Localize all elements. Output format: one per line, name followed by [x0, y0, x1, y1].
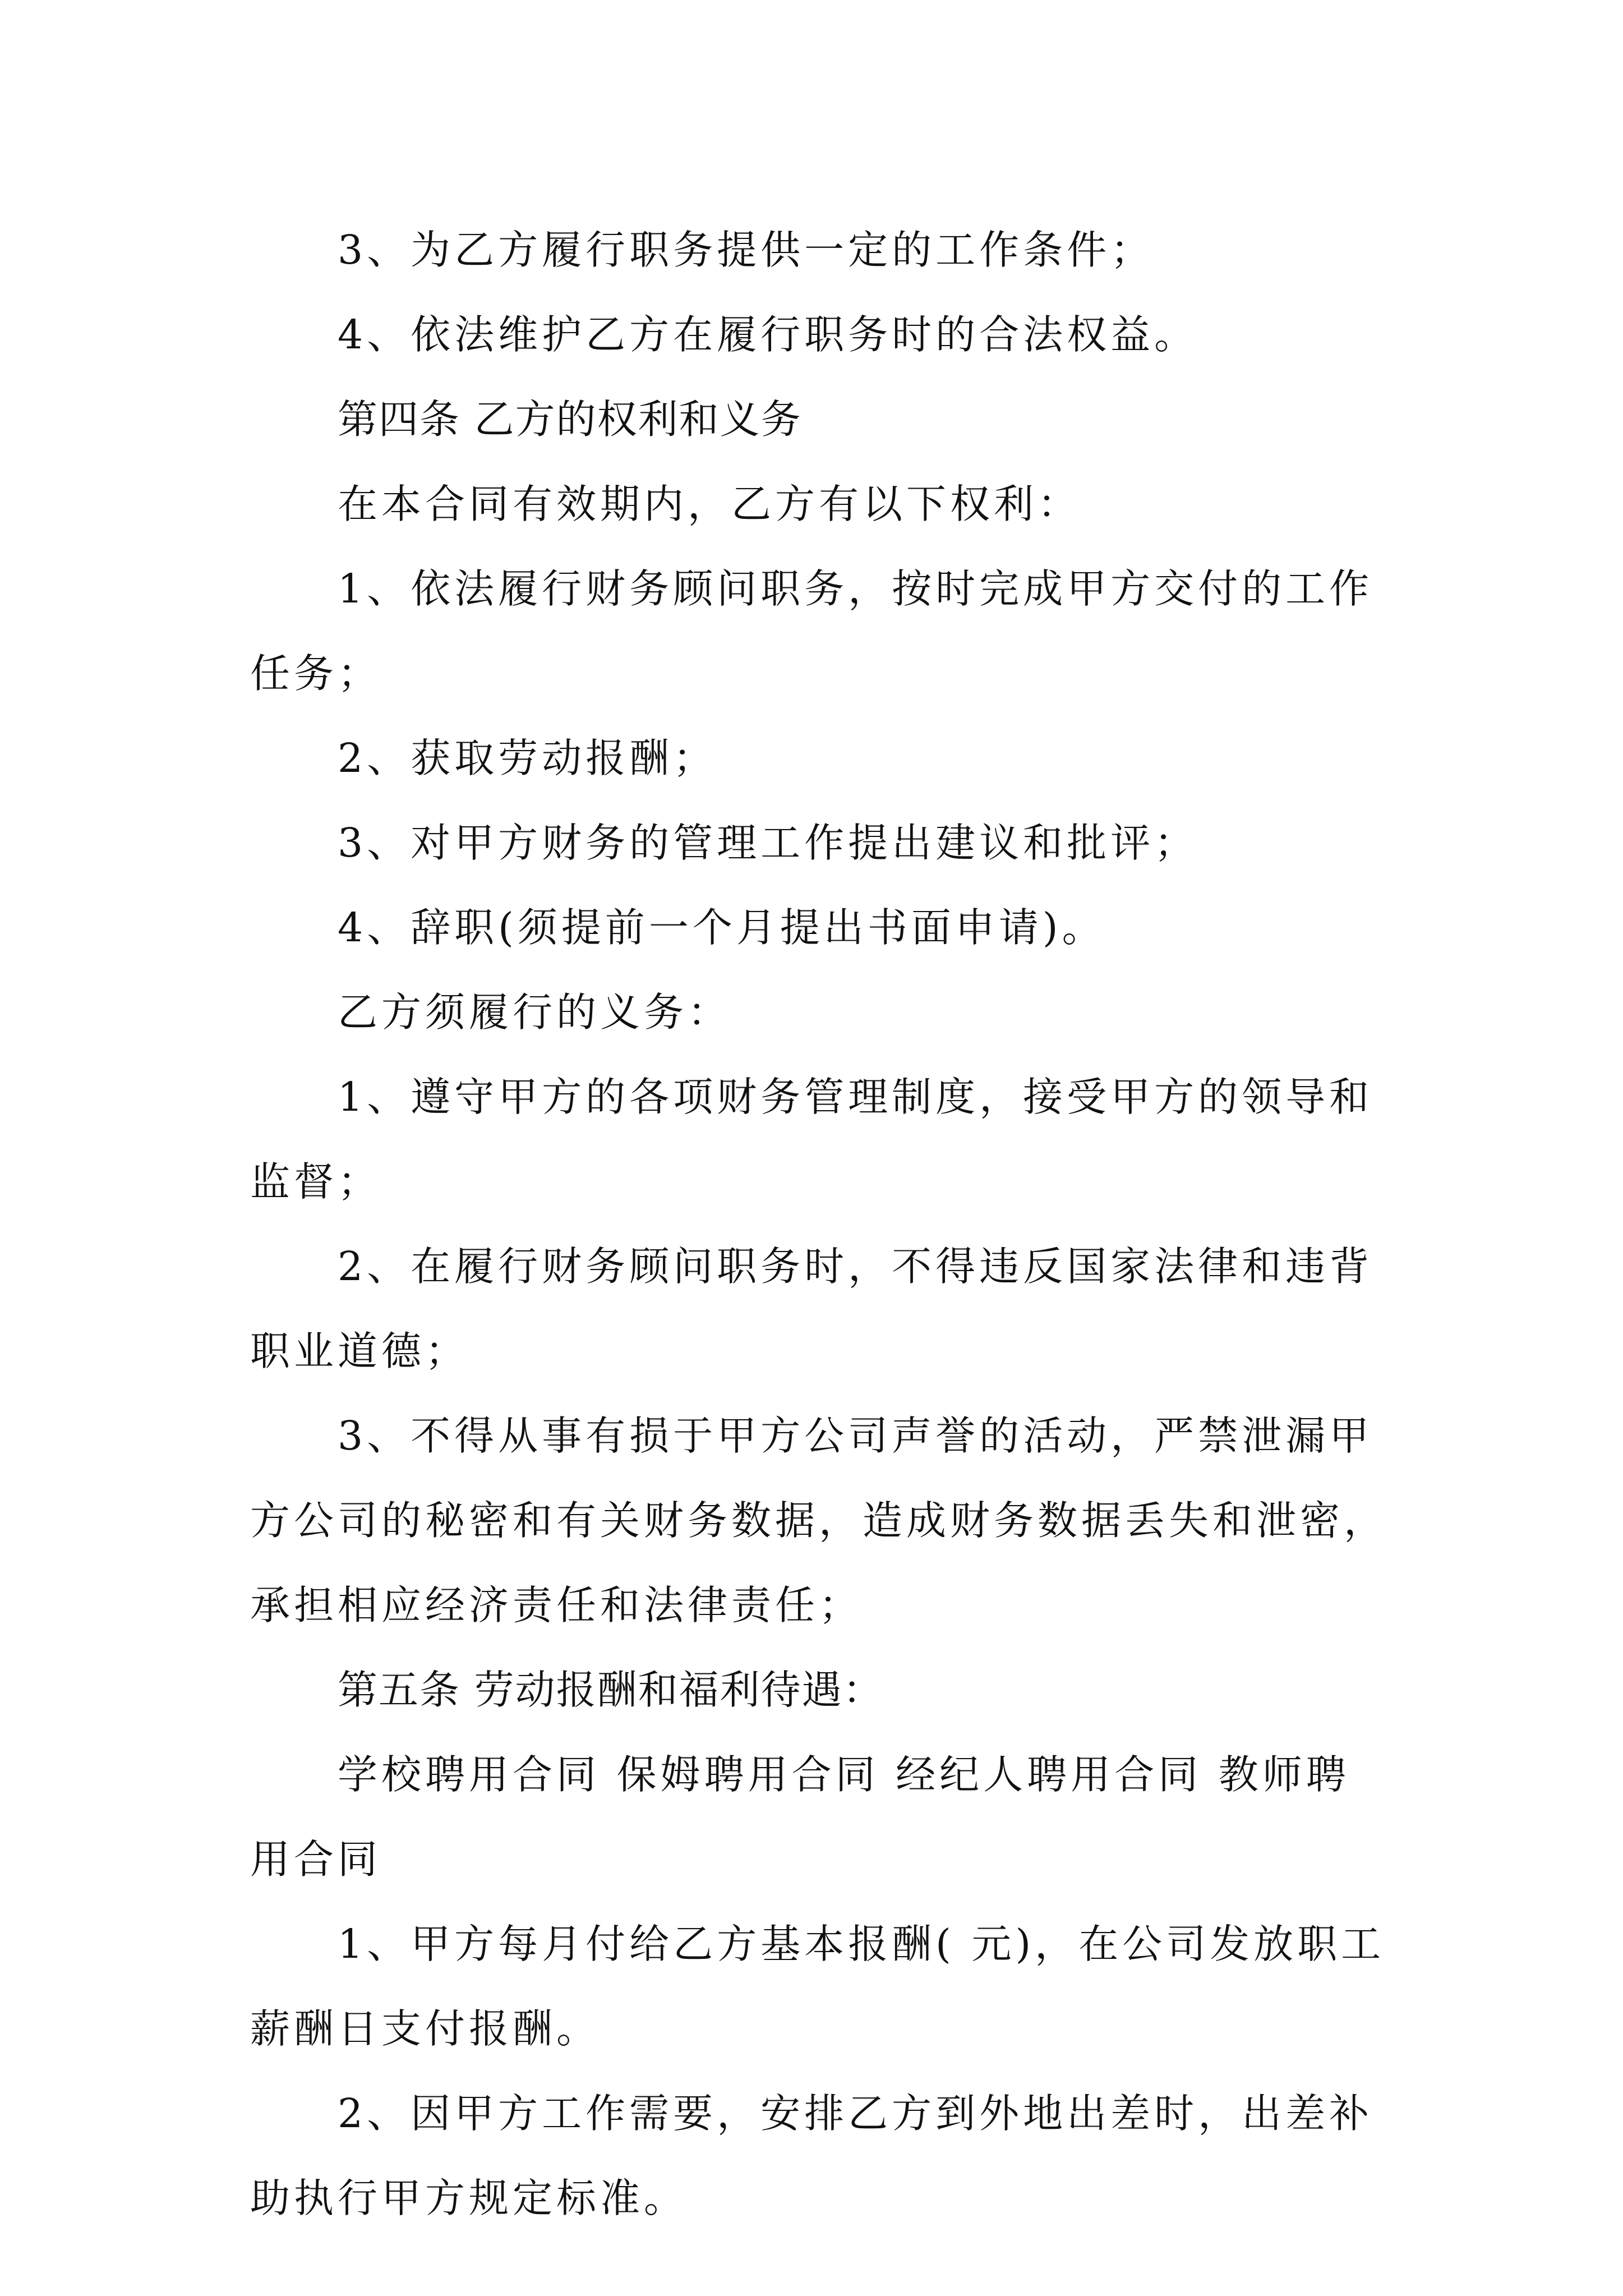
paragraph-work-conditions: 3、为乙方履行职务提供一定的工作条件；: [338, 227, 1155, 273]
paragraph-obligation-1: 1、遵守甲方的各项财务管理制度，接受甲方的领导和监督；: [250, 1074, 1373, 1205]
article-4-heading: 第四条 乙方的权利和义务: [338, 396, 802, 443]
paragraph-obligations-intro: 乙方须履行的义务：: [338, 989, 732, 1036]
paragraph-salary: 1、甲方每月付给乙方基本报酬( 元)，在公司发放职工薪酬日支付报酬。: [250, 1921, 1385, 2052]
paragraph-related-contracts: 学校聘用合同 保姆聘用合同 经纪人聘用合同 教师聘用合同: [250, 1751, 1350, 1883]
document-body: [250, 208, 1390, 2240]
paragraph-legal-rights: 4、依法维护乙方在履行职务时的合法权益。: [338, 311, 1198, 358]
paragraph-rights-intro: 在本合同有效期内，乙方有以下权利：: [338, 481, 1082, 527]
paragraph-right-4: 4、辞职(须提前一个月提出书面申请)。: [338, 904, 1106, 951]
article-5-heading: 第五条 劳动报酬和福利待遇：: [338, 1667, 884, 1713]
paragraph-obligation-3: 3、不得从事有损于甲方公司声誉的活动，严禁泄漏甲方公司的秘密和有关财务数据，造成财务数据丢失和泄密，承担相应经济责任和法律责任；: [250, 1412, 1388, 1628]
paragraph-right-3: 3、对甲方财务的管理工作提出建议和批评；: [338, 820, 1198, 866]
paragraph-obligation-2: 2、在履行财务顾问职务时，不得违反国家法律和违背职业道德；: [250, 1243, 1373, 1374]
paragraph-travel-allowance: 2、因甲方工作需要，安排乙方到外地出差时，出差补助执行甲方规定标准。: [250, 2090, 1373, 2221]
paragraph-right-2: 2、获取劳动报酬；: [338, 735, 717, 781]
paragraph-right-1: 1、依法履行财务顾问职务，按时完成甲方交付的工作任务；: [250, 565, 1373, 697]
